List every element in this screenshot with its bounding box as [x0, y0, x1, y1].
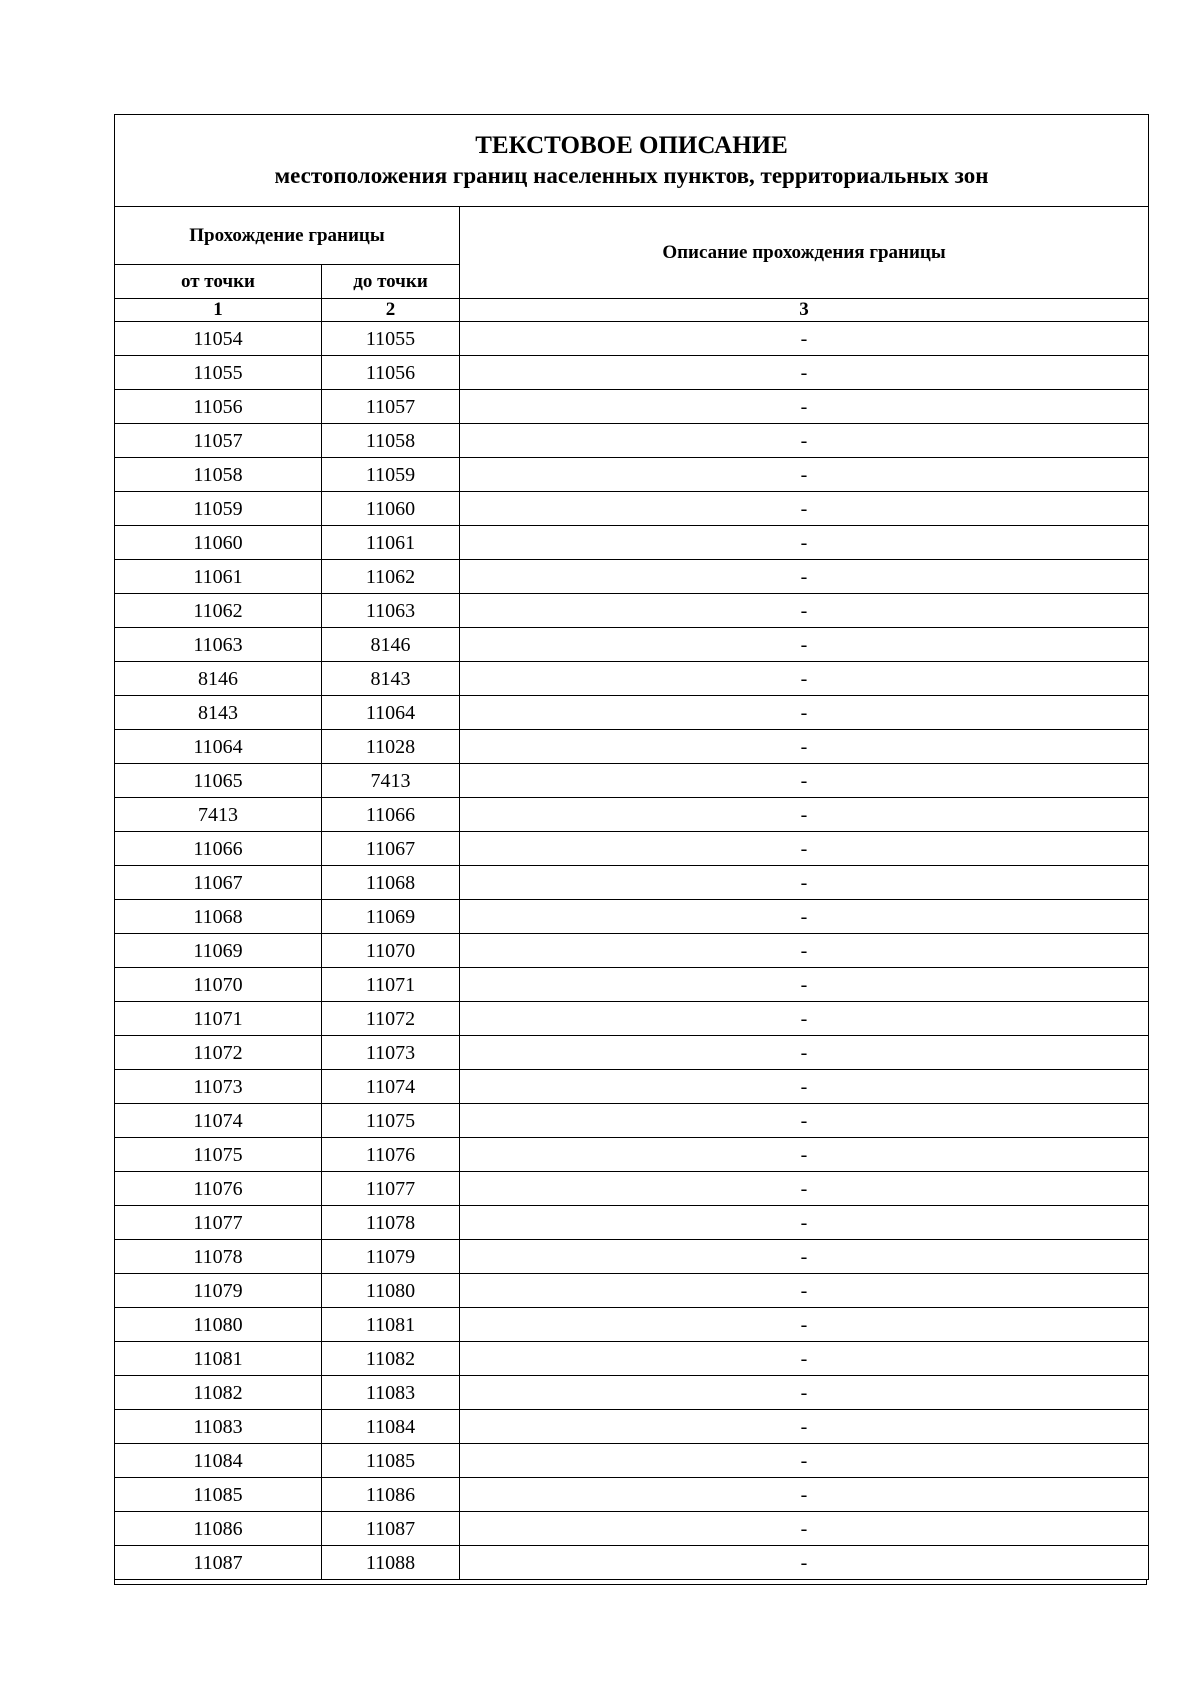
- description-cell: -: [460, 1376, 1149, 1410]
- description-cell: -: [460, 662, 1149, 696]
- table-row: [115, 1138, 1149, 1172]
- table-row: [115, 1512, 1149, 1546]
- description-cell: -: [460, 1308, 1149, 1342]
- table-row: [115, 832, 1149, 866]
- description-cell: -: [460, 356, 1149, 390]
- table-row: [115, 934, 1149, 968]
- description-cell: -: [460, 1410, 1149, 1444]
- table-row: [115, 1070, 1149, 1104]
- table-row: [115, 1376, 1149, 1410]
- to-point-cell: 8143: [322, 662, 460, 696]
- table-row: [115, 356, 1149, 390]
- table-row: [115, 1104, 1149, 1138]
- description-cell: -: [460, 934, 1149, 968]
- table-row: [115, 1342, 1149, 1376]
- table-row: [115, 390, 1149, 424]
- table-row: [115, 1036, 1149, 1070]
- header-from-point: от точки: [115, 265, 322, 299]
- table-row: [115, 1444, 1149, 1478]
- description-cell: -: [460, 696, 1149, 730]
- from-point-cell: 11075: [115, 1138, 322, 1172]
- column-number-1: 1: [115, 299, 322, 322]
- from-point-cell: 11086: [115, 1512, 322, 1546]
- title-block: [115, 115, 1149, 207]
- table-row: [115, 594, 1149, 628]
- table-row: [115, 628, 1149, 662]
- description-cell: -: [460, 798, 1149, 832]
- description-cell: -: [460, 832, 1149, 866]
- to-point-cell: 11088: [322, 1546, 460, 1580]
- to-point-cell: 11069: [322, 900, 460, 934]
- to-point-cell: 11066: [322, 798, 460, 832]
- header-boundary-passage: Прохождение границы: [115, 207, 460, 265]
- description-cell: -: [460, 492, 1149, 526]
- table-row: [115, 492, 1149, 526]
- table-row: [115, 560, 1149, 594]
- column-number-2: 2: [322, 299, 460, 322]
- description-cell: -: [460, 390, 1149, 424]
- to-point-cell: 11076: [322, 1138, 460, 1172]
- from-point-cell: 11077: [115, 1206, 322, 1240]
- to-point-cell: 11060: [322, 492, 460, 526]
- from-point-cell: 11080: [115, 1308, 322, 1342]
- to-point-cell: 11083: [322, 1376, 460, 1410]
- table-row: [115, 1002, 1149, 1036]
- boundary-table: [114, 114, 1149, 1580]
- from-point-cell: 11082: [115, 1376, 322, 1410]
- description-cell: -: [460, 1444, 1149, 1478]
- from-point-cell: 11061: [115, 560, 322, 594]
- from-point-cell: 11054: [115, 322, 322, 356]
- table-row: [115, 730, 1149, 764]
- to-point-cell: 11070: [322, 934, 460, 968]
- table-row: [115, 1308, 1149, 1342]
- from-point-cell: 11072: [115, 1036, 322, 1070]
- description-cell: -: [460, 900, 1149, 934]
- from-point-cell: 11071: [115, 1002, 322, 1036]
- to-point-cell: 11062: [322, 560, 460, 594]
- to-point-cell: 11086: [322, 1478, 460, 1512]
- from-point-cell: 11073: [115, 1070, 322, 1104]
- to-point-cell: 11055: [322, 322, 460, 356]
- to-point-cell: 11063: [322, 594, 460, 628]
- description-cell: -: [460, 1274, 1149, 1308]
- to-point-cell: 11087: [322, 1512, 460, 1546]
- table-row: [115, 900, 1149, 934]
- table-row: [115, 662, 1149, 696]
- description-cell: -: [460, 1070, 1149, 1104]
- table-row: [115, 866, 1149, 900]
- description-cell: -: [460, 1172, 1149, 1206]
- table-row: [115, 798, 1149, 832]
- to-point-cell: 11077: [322, 1172, 460, 1206]
- description-cell: -: [460, 1342, 1149, 1376]
- from-point-cell: 11062: [115, 594, 322, 628]
- from-point-cell: 11076: [115, 1172, 322, 1206]
- to-point-cell: 7413: [322, 764, 460, 798]
- table-row: [115, 458, 1149, 492]
- from-point-cell: 8143: [115, 696, 322, 730]
- from-point-cell: 11059: [115, 492, 322, 526]
- to-point-cell: 11028: [322, 730, 460, 764]
- description-cell: -: [460, 1240, 1149, 1274]
- from-point-cell: 11064: [115, 730, 322, 764]
- from-point-cell: 11067: [115, 866, 322, 900]
- to-point-cell: 11071: [322, 968, 460, 1002]
- table-header: [115, 115, 1149, 322]
- description-cell: -: [460, 1036, 1149, 1070]
- from-point-cell: 11058: [115, 458, 322, 492]
- description-cell: -: [460, 1138, 1149, 1172]
- header-description: Описание прохождения границы: [460, 207, 1149, 299]
- from-point-cell: 11084: [115, 1444, 322, 1478]
- description-cell: -: [460, 424, 1149, 458]
- description-cell: -: [460, 526, 1149, 560]
- to-point-cell: 11068: [322, 866, 460, 900]
- to-point-cell: 11079: [322, 1240, 460, 1274]
- description-cell: -: [460, 458, 1149, 492]
- document-subtitle: местоположения границ населенных пунктов, территориальных зон: [274, 163, 989, 188]
- table-row: [115, 322, 1149, 356]
- to-point-cell: 11081: [322, 1308, 460, 1342]
- to-point-cell: 11080: [322, 1274, 460, 1308]
- description-cell: -: [460, 730, 1149, 764]
- from-point-cell: 11060: [115, 526, 322, 560]
- table-row: [115, 424, 1149, 458]
- to-point-cell: 11057: [322, 390, 460, 424]
- to-point-cell: 11075: [322, 1104, 460, 1138]
- table-row: [115, 1274, 1149, 1308]
- description-cell: -: [460, 322, 1149, 356]
- description-cell: -: [460, 1104, 1149, 1138]
- to-point-cell: 11067: [322, 832, 460, 866]
- description-cell: -: [460, 1002, 1149, 1036]
- from-point-cell: 11065: [115, 764, 322, 798]
- to-point-cell: 11061: [322, 526, 460, 560]
- to-point-cell: 11064: [322, 696, 460, 730]
- to-point-cell: 11085: [322, 1444, 460, 1478]
- table-row: [115, 968, 1149, 1002]
- from-point-cell: 11074: [115, 1104, 322, 1138]
- description-cell: -: [460, 594, 1149, 628]
- from-point-cell: 11085: [115, 1478, 322, 1512]
- table-row: [115, 696, 1149, 730]
- to-point-cell: 11059: [322, 458, 460, 492]
- from-point-cell: 11063: [115, 628, 322, 662]
- document-page: [114, 114, 1148, 1585]
- from-point-cell: 11083: [115, 1410, 322, 1444]
- document-title: ТЕКСТОВОЕ ОПИСАНИЕ: [475, 132, 788, 159]
- from-point-cell: 7413: [115, 798, 322, 832]
- to-point-cell: 11058: [322, 424, 460, 458]
- from-point-cell: 11081: [115, 1342, 322, 1376]
- table-body: [115, 322, 1149, 1580]
- from-point-cell: 11057: [115, 424, 322, 458]
- description-cell: -: [460, 1478, 1149, 1512]
- description-cell: -: [460, 1546, 1149, 1580]
- to-point-cell: 11082: [322, 1342, 460, 1376]
- description-cell: -: [460, 968, 1149, 1002]
- table-row: [115, 1172, 1149, 1206]
- to-point-cell: 11056: [322, 356, 460, 390]
- to-point-cell: 11072: [322, 1002, 460, 1036]
- to-point-cell: 8146: [322, 628, 460, 662]
- from-point-cell: 11070: [115, 968, 322, 1002]
- from-point-cell: 11056: [115, 390, 322, 424]
- from-point-cell: 11066: [115, 832, 322, 866]
- table-row: [115, 1206, 1149, 1240]
- from-point-cell: 11055: [115, 356, 322, 390]
- from-point-cell: 11078: [115, 1240, 322, 1274]
- from-point-cell: 11069: [115, 934, 322, 968]
- column-number-3: 3: [460, 299, 1149, 322]
- to-point-cell: 11078: [322, 1206, 460, 1240]
- to-point-cell: 11084: [322, 1410, 460, 1444]
- table-row: [115, 526, 1149, 560]
- description-cell: -: [460, 764, 1149, 798]
- from-point-cell: 11068: [115, 900, 322, 934]
- from-point-cell: 8146: [115, 662, 322, 696]
- table-bottom-rule: [114, 1580, 1147, 1585]
- description-cell: -: [460, 628, 1149, 662]
- from-point-cell: 11079: [115, 1274, 322, 1308]
- to-point-cell: 11074: [322, 1070, 460, 1104]
- table-row: [115, 1478, 1149, 1512]
- description-cell: -: [460, 1206, 1149, 1240]
- table-row: [115, 764, 1149, 798]
- table-row: [115, 1410, 1149, 1444]
- to-point-cell: 11073: [322, 1036, 460, 1070]
- table-row: [115, 1546, 1149, 1580]
- description-cell: -: [460, 1512, 1149, 1546]
- header-to-point: до точки: [322, 265, 460, 299]
- from-point-cell: 11087: [115, 1546, 322, 1580]
- table-row: [115, 1240, 1149, 1274]
- description-cell: -: [460, 560, 1149, 594]
- description-cell: -: [460, 866, 1149, 900]
